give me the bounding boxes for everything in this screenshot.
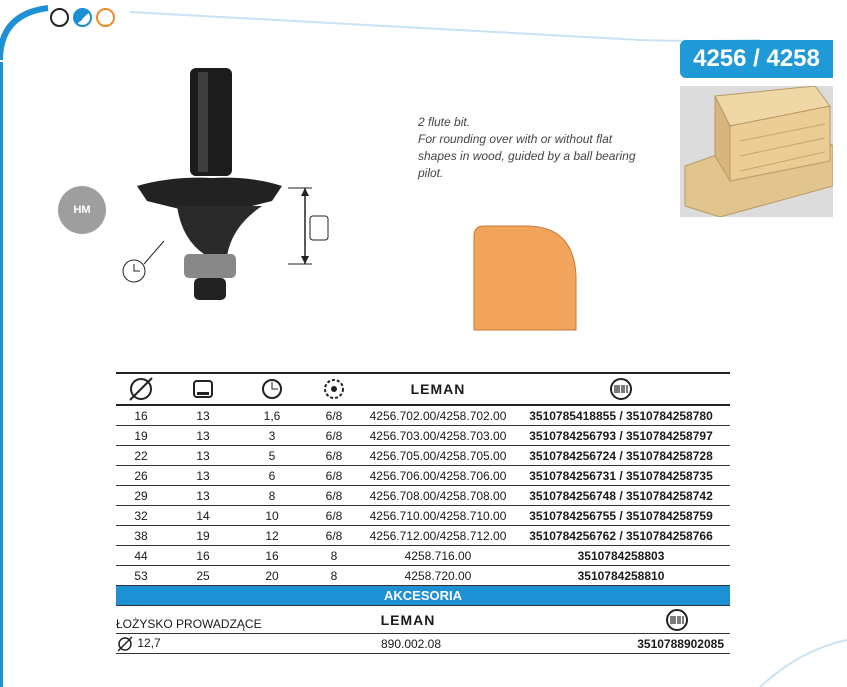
description-line-2: For rounding over with or without flat shapes in wood, guided by a ball bearing pilot.	[418, 132, 636, 180]
cell-reference: 4256.712.00/4258.712.00	[364, 526, 512, 546]
spec-table	[116, 372, 730, 654]
wood-photo	[680, 86, 833, 217]
table-row	[116, 446, 730, 466]
cell-reference: 4256.708.00/4258.708.00	[364, 486, 512, 506]
cell-reference: 4258.716.00	[364, 546, 512, 566]
cell-radius: 10	[240, 506, 304, 526]
accessories-title: AKCESORIA	[116, 586, 730, 606]
table-row	[116, 405, 730, 426]
cut-profile-drawing	[466, 222, 581, 339]
cell-length: 13	[166, 486, 240, 506]
cell-diameter: 53	[116, 566, 166, 586]
description-line-1: 2 flute bit.	[418, 115, 471, 129]
cell-radius: 3	[240, 426, 304, 446]
cell-shank: 6/8	[304, 486, 364, 506]
cell-diameter: 19	[116, 426, 166, 446]
cell-ean: 3510784256793 / 3510784258797	[512, 426, 730, 446]
cell-diameter: 32	[116, 506, 166, 526]
cell-reference: 4258.720.00	[364, 566, 512, 586]
cell-ean: 3510785418855 / 3510784258780	[512, 405, 730, 426]
cell-radius: 16	[240, 546, 304, 566]
cell-ean: 3510784256724 / 3510784258728	[512, 446, 730, 466]
radius-icon	[240, 373, 304, 405]
accessories-barcode-icon	[512, 606, 730, 634]
table-row	[116, 566, 730, 586]
cell-ean: 3510784256762 / 3510784258766	[512, 526, 730, 546]
cell-length: 19	[166, 526, 240, 546]
cell-reference: 4256.705.00/4258.705.00	[364, 446, 512, 466]
cell-shank: 6/8	[304, 426, 364, 446]
diameter-small-icon	[116, 636, 134, 652]
cell-radius: 12	[240, 526, 304, 546]
cell-diameter: 26	[116, 466, 166, 486]
table-row	[116, 546, 730, 566]
accessories-header	[116, 606, 730, 634]
table-header	[116, 373, 730, 405]
router-bit-drawing	[112, 66, 342, 316]
accessory-ean: 3510788902085	[512, 634, 730, 654]
product-description	[418, 114, 638, 182]
bearing-label: ŁOŻYSKO PROWADZĄCE	[116, 606, 304, 634]
cell-ean: 3510784256755 / 3510784258759	[512, 506, 730, 526]
table-row	[116, 526, 730, 546]
cell-diameter: 38	[116, 526, 166, 546]
brand-header: LEMAN	[364, 373, 512, 405]
hm-badge: HM	[58, 186, 106, 234]
cell-length: 16	[166, 546, 240, 566]
accessories-brand: LEMAN	[304, 606, 512, 634]
cell-shank: 6/8	[304, 446, 364, 466]
shank-icon	[304, 373, 364, 405]
cutting-length-icon	[166, 373, 240, 405]
cell-diameter: 44	[116, 546, 166, 566]
cell-length: 13	[166, 466, 240, 486]
cell-diameter: 22	[116, 446, 166, 466]
accessories-banner	[116, 586, 730, 606]
accessory-size: 12,7	[116, 634, 240, 654]
cell-shank: 6/8	[304, 466, 364, 486]
table-row	[116, 426, 730, 446]
cell-radius: 1,6	[240, 405, 304, 426]
barcode-icon	[512, 373, 730, 405]
cell-radius: 5	[240, 446, 304, 466]
cell-ean: 3510784256748 / 3510784258742	[512, 486, 730, 506]
cell-reference: 4256.710.00/4258.710.00	[364, 506, 512, 526]
cell-ean: 3510784258810	[512, 566, 730, 586]
cell-reference: 4256.703.00/4258.703.00	[364, 426, 512, 446]
diameter-icon	[116, 373, 166, 405]
cell-length: 13	[166, 446, 240, 466]
cell-diameter: 29	[116, 486, 166, 506]
cell-reference: 4256.706.00/4258.706.00	[364, 466, 512, 486]
cell-shank: 8	[304, 566, 364, 586]
cell-shank: 6/8	[304, 405, 364, 426]
orange-dot-icon	[96, 8, 115, 27]
cell-radius: 20	[240, 566, 304, 586]
cell-length: 25	[166, 566, 240, 586]
cell-shank: 6/8	[304, 526, 364, 546]
table-row	[116, 486, 730, 506]
cell-reference: 4256.702.00/4258.702.00	[364, 405, 512, 426]
cell-diameter: 16	[116, 405, 166, 426]
cell-radius: 6	[240, 466, 304, 486]
color-dots	[50, 8, 115, 27]
cell-length: 13	[166, 405, 240, 426]
cell-radius: 8	[240, 486, 304, 506]
accessory-row	[116, 634, 730, 654]
black-dot-icon	[50, 8, 69, 27]
cell-length: 13	[166, 426, 240, 446]
product-code: 4256 / 4258	[680, 40, 833, 78]
cell-length: 14	[166, 506, 240, 526]
cell-shank: 6/8	[304, 506, 364, 526]
cell-ean: 3510784256731 / 3510784258735	[512, 466, 730, 486]
blue-dot-icon	[73, 8, 92, 27]
cell-ean: 3510784258803	[512, 546, 730, 566]
table-row	[116, 506, 730, 526]
cell-shank: 8	[304, 546, 364, 566]
table-row	[116, 466, 730, 486]
accessory-reference: 890.002.08	[240, 634, 512, 654]
